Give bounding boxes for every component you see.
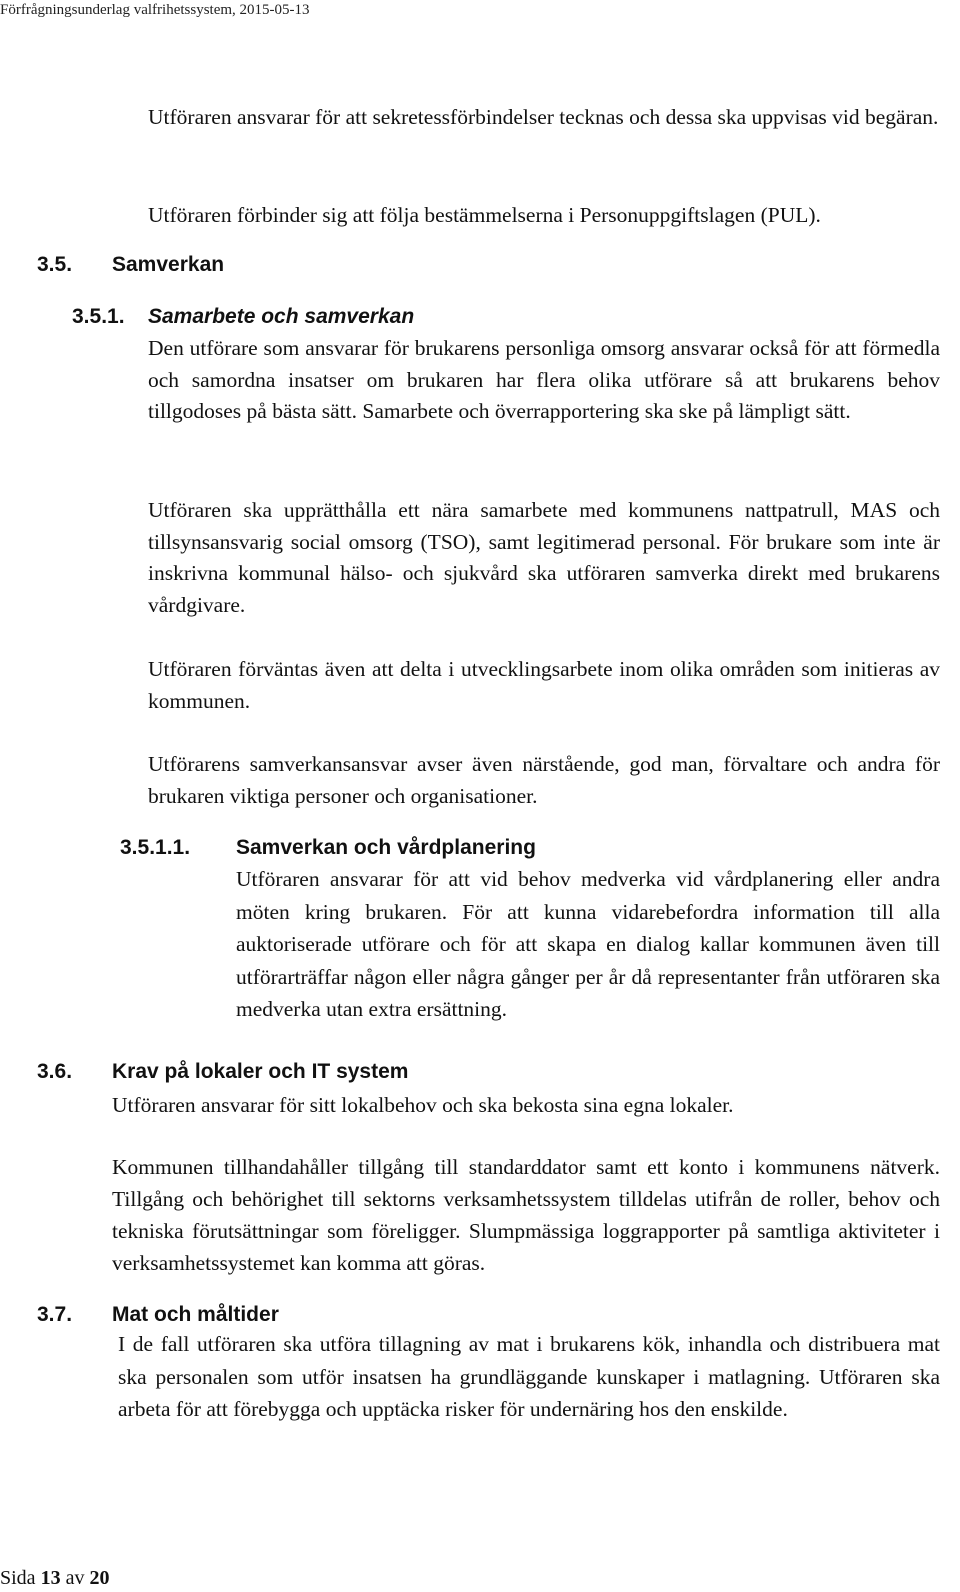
- section-title-samverkan: Samverkan: [112, 253, 225, 276]
- paragraph-care-planning: Utföraren ansvarar för att vid behov medverka vid vårdplanering eller andra möten kring brukaren. För att kunna vidarebefordra information till alla auktoriserade utförare och för att skapa en dialog kallar kommunen även till utförarträffar någon eller några gånger per år då representanter från utföraren ska medverka utan extra ersättning.: [236, 867, 940, 1021]
- paragraph-it-access: Kommunen tillhandahåller tillgång till standarddator samt ett konto i kommunens nätverk. Tillgång och behörighet till sektorns verksamhetssystem tilldelas utifrån de roller, behov och tekniska förutsättningar som föreligger. Slumpmässiga loggrapporter på samtliga aktiviteter i verksamhetssystemet kan komma att göras.: [112, 1155, 940, 1275]
- section-title-lokaler-it: Krav på lokaler och IT system: [112, 1060, 409, 1083]
- of-word: av: [65, 1567, 85, 1589]
- section-number-3-5: 3.5.: [37, 253, 73, 276]
- paragraph-pul: Utföraren förbinder sig att följa bestämmelserna i Personuppgiftslagen (PUL).: [148, 203, 821, 227]
- page-footer: [0, 1564, 109, 1592]
- page-number: 13: [40, 1567, 61, 1589]
- paragraph-relatives: Utförarens samverkansansvar avser även närstående, god man, förvaltare och andra för brukaren viktiga personer och organisationer.: [148, 752, 940, 808]
- section-number-3-7: 3.7.: [37, 1303, 73, 1326]
- paragraph-confidentiality: Utföraren ansvarar för att sekretessförbindelser tecknas och dessa ska uppvisas vid begäran.: [148, 105, 939, 129]
- paragraph-cooperation: Utföraren ska upprätthålla ett nära samarbete med kommunens nattpatrull, MAS och tillsynsansvarig social omsorg (TSO), samt legitimerad personal. För brukare som inte är inskrivna kommunal hälso- och sjukvård ska utföraren samverka direkt med brukarens vårdgivare.: [148, 498, 940, 617]
- section-title-samarbete: Samarbete och samverkan: [148, 305, 415, 328]
- page-word: Sida: [0, 1567, 36, 1589]
- section-number-3-6: 3.6.: [37, 1060, 73, 1083]
- section-title-mat: Mat och måltider: [112, 1303, 279, 1326]
- section-number-3-5-1-1: 3.5.1.1.: [120, 836, 191, 859]
- paragraph-premises: Utföraren ansvarar för sitt lokalbehov och ska bekosta sina egna lokaler.: [112, 1093, 734, 1117]
- section-number-3-5-1: 3.5.1.: [72, 305, 125, 328]
- running-header: Förfrågningsunderlag valfrihetssystem, 2015-05-13: [0, 2, 310, 18]
- page-total: 20: [89, 1567, 110, 1589]
- paragraph-meals: I de fall utföraren ska utföra tillagning av mat i brukarens kök, inhandla och distribuera mat ska personalen som utför insatsen ha grundläggande kunskaper i matlagning. Utföraren ska arbeta för att förebygga och upptäcka risker för undernäring hos den enskilde.: [118, 1332, 940, 1421]
- section-title-vardplanering: Samverkan och vårdplanering: [236, 836, 536, 859]
- paragraph-development: Utföraren förväntas även att delta i utvecklingsarbete inom olika områden som initieras av kommunen.: [148, 657, 940, 713]
- paragraph-coordination: Den utförare som ansvarar för brukarens personliga omsorg ansvarar också för att förmedla och samordna insatser om brukaren har flera olika utförare så att brukarens behov tillgodoses på bästa sätt. Samarbete och överrapportering ska ske på lämpligt sätt.: [148, 336, 940, 423]
